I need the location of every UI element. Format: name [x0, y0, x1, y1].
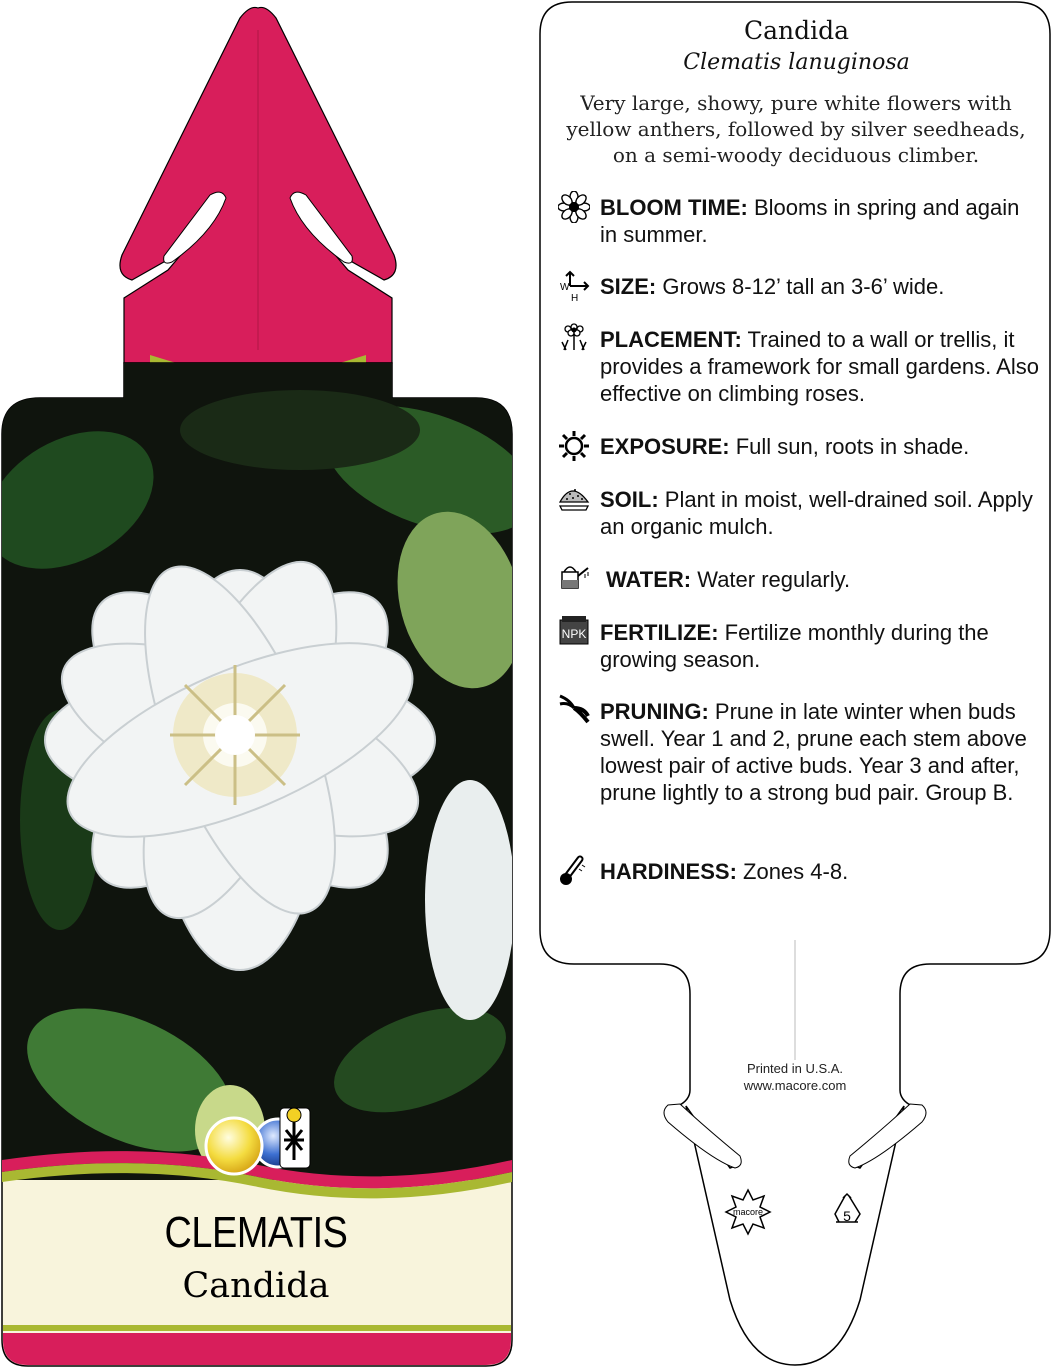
watering-can-icon [558, 560, 590, 592]
website-label: www.macore.com [743, 1078, 847, 1093]
care-item-bloom-time: BLOOM TIME: Blooms in spring and again in summer. [600, 195, 1020, 247]
latin-name: Clematis lanuginosa [683, 50, 910, 75]
macore-logo-text: macore [732, 1207, 764, 1217]
recycle-code: 5 [843, 1208, 851, 1224]
svg-text:H: H [571, 293, 579, 302]
plant-cultivar: Candida [182, 1266, 330, 1306]
svg-text:NPK: NPK [561, 627, 587, 641]
placement-plants-icon [558, 320, 590, 352]
printed-in-label: Printed in U.S.A. [746, 1061, 844, 1076]
care-item-pruning: PRUNING: Prune in late winter when buds swell. Year 1 and 2, prune each stem above lowest pair of active buds. Year 3 and after, prune lightly to a strong bud pair. Group B. [600, 699, 1027, 805]
plant-genus: CLEMATIS [164, 1208, 348, 1257]
care-item-exposure: EXPOSURE: Full sun, roots in shade. [600, 434, 970, 459]
soil-icon [558, 480, 590, 512]
back-title: Candida [743, 16, 850, 45]
care-item-hardiness: HARDINESS: Zones 4-8. [600, 859, 849, 884]
care-item-size: SIZE: Grows 8-12’ tall an 3-6’ wide. [600, 274, 945, 299]
care-item-placement: PLACEMENT: Trained to a wall or trellis, it provides a framework for small gardens. Also effective on climbing roses. [600, 327, 1039, 406]
thermometer-icon [558, 855, 590, 887]
size-arrows-icon [558, 270, 590, 302]
flower-icon [558, 191, 590, 223]
plant-description: Very large, showy, pure white flowers with yellow anthers, followed by silver seedheads, on a semi-woody deciduous climber. [566, 91, 1026, 167]
pruning-shears-icon [558, 692, 590, 724]
svg-text:W: W [560, 282, 570, 293]
care-item-fertilize: FERTILIZE: Fertilize monthly during the growing season. [600, 620, 989, 672]
fertilizer-bag-icon [558, 614, 590, 646]
sun-icon [558, 430, 590, 462]
care-item-soil: SOIL: Plant in moist, well-drained soil. Apply an organic mulch. [600, 487, 1033, 539]
care-item-water: WATER: Water regularly. [606, 567, 851, 592]
